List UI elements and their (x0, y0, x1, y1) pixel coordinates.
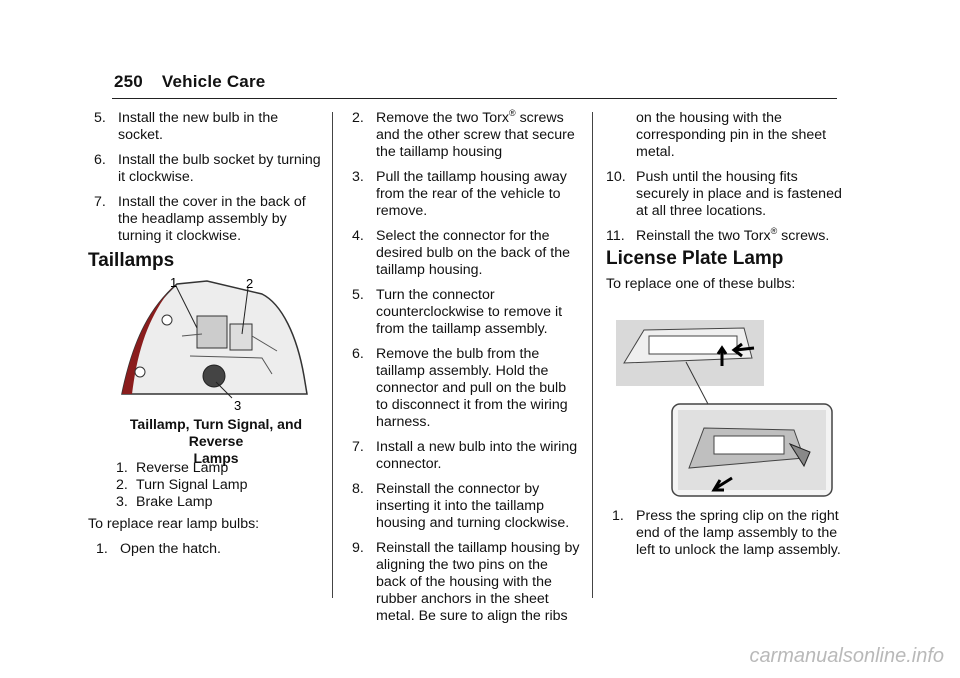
license-lamp-intro: To replace one of these bulbs: (606, 276, 796, 292)
legend-list (110, 460, 320, 511)
column-3 (606, 110, 842, 253)
page-header (114, 72, 265, 92)
figure-caption: Taillamp, Turn Signal, and Reverse Lamps (129, 416, 303, 466)
column-divider-2 (592, 112, 593, 598)
page-number: 250 (114, 72, 143, 91)
legend-item-1: 1. Reverse Lamp (116, 460, 229, 476)
license-plate-lamp-figure (614, 318, 836, 498)
legend-item-2: 2. Turn Signal Lamp (116, 477, 248, 493)
section-title-license-plate-lamp: License Plate Lamp (606, 248, 784, 269)
step-5: 5. Install the new bulb in the socket. (94, 110, 279, 143)
step-1-open-hatch: 1. Open the hatch. (96, 541, 221, 557)
step-9-continued: on the housing with the corresponding pin in the sheet metal. (636, 110, 827, 160)
column-divider-1 (332, 112, 333, 598)
step-9: 9. Reinstall the taillamp housing by aligning the two pins on the back of the housing with the rubber anchors in the sheet metal. Be sure to align the ribs (352, 540, 580, 624)
license-step-1: 1. Press the spring clip on the right end of the lamp assembly to the left to unlock the lamp assembly. (612, 508, 841, 558)
callout-1: 1 (170, 276, 178, 290)
step-11: 11. Reinstall the two Torx® screws. (606, 226, 830, 244)
step-7: 7. Install a new bulb into the wiring connector. (352, 439, 578, 472)
callout-3: 3 (234, 398, 242, 412)
taillamp-figure (112, 276, 322, 412)
step-5: 5. Turn the connector counterclockwise to remove it from the taillamp assembly. (352, 287, 563, 337)
step-4: 4. Select the connector for the desired bulb on the back of the taillamp housing. (352, 228, 571, 278)
step-8: 8. Reinstall the connector by inserting it into the taillamp housing and turning clockwise. (352, 481, 570, 531)
chapter-title: Vehicle Care (161, 72, 266, 91)
step-3: 3. Pull the taillamp housing away from the rear of the vehicle to remove. (352, 169, 567, 219)
watermark: carmanualsonline.info (749, 645, 944, 667)
section-title-taillamps: Taillamps (88, 250, 175, 271)
header-rule (112, 98, 837, 99)
step-6: 6. Remove the bulb from the taillamp assembly. Hold the connector and pull on the bulb to disconnect it from the wiring harness. (352, 346, 568, 430)
step-7: 7. Install the cover in the back of the headlamp assembly by turning it clockwise. (94, 194, 306, 244)
column-1 (94, 110, 324, 253)
column-2 (352, 110, 580, 633)
step-10: 10. Push until the housing fits securely in place and is fastened at all three locations. (606, 169, 842, 219)
legend-item-3: 3. Brake Lamp (116, 494, 213, 510)
callout-2: 2 (246, 276, 254, 291)
step-2: 2. Remove the two Torx® screws and the other screw that secure the taillamp housing (352, 108, 575, 160)
step-6: 6. Install the bulb socket by turning it clockwise. (94, 152, 321, 185)
rear-lamp-intro: To replace rear lamp bulbs: (88, 516, 260, 532)
